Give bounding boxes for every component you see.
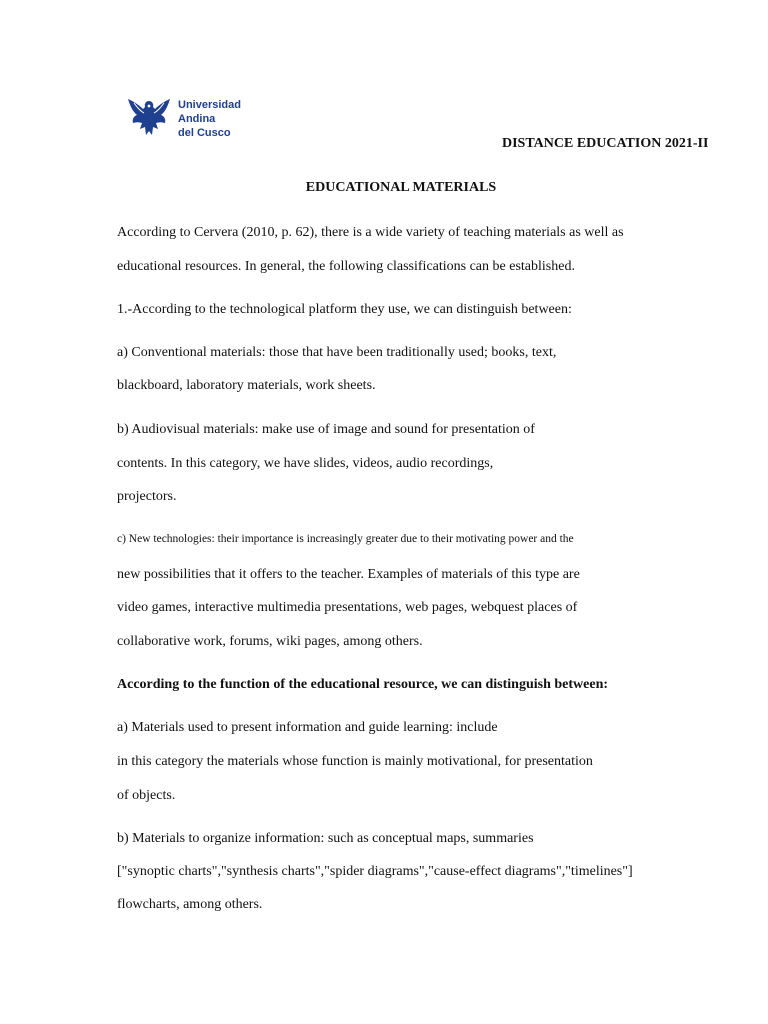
page-title: EDUCATIONAL MATERIALS (305, 180, 497, 195)
text-line: b) Materials to organize information: such as conceptual maps, summaries (117, 831, 534, 846)
logo-line-3: del Cusco (178, 127, 231, 139)
logo-line-2: Andina (178, 113, 216, 125)
text-line: contents. In this category, we have slides, videos, audio recordings, (117, 456, 494, 471)
program-label: DISTANCE EDUCATION 2021-II (502, 136, 709, 151)
text-line: blackboard, laboratory materials, work sheets. (117, 378, 376, 393)
logo-text (178, 98, 241, 140)
text-line: c) New technologies: their importance is increasingly greater due to their motivating power and the (117, 533, 574, 545)
text-line: a) Materials used to present information and guide learning: include (117, 720, 498, 735)
text-line: educational resources. In general, the following classifications can be established. (117, 259, 575, 274)
text-line: new possibilities that it offers to the teacher. Examples of materials of this type are (117, 567, 580, 582)
text-line: b) Audiovisual materials: make use of image and sound for presentation of (117, 422, 535, 437)
text-line: in this category the materials whose function is mainly motivational, for presentation (117, 754, 593, 769)
text-line: collaborative work, forums, wiki pages, among others. (117, 634, 423, 649)
text-line: 1.-According to the technological platform they use, we can distinguish between: (117, 302, 572, 317)
eagle-emblem-icon (124, 93, 174, 143)
text-line: video games, interactive multimedia presentations, web pages, webquest places of (117, 600, 578, 615)
logo-line-1: Universidad (178, 99, 241, 111)
university-logo (124, 93, 244, 143)
text-line: projectors. (117, 489, 177, 504)
section-heading: According to the function of the educational resource, we can distinguish between: (117, 677, 609, 692)
text-line: According to Cervera (2010, p. 62), there is a wide variety of teaching materials as well as (117, 225, 624, 240)
text-line: a) Conventional materials: those that have been traditionally used; books, text, (117, 345, 557, 360)
text-line: flowcharts, among others. (117, 897, 263, 912)
text-line: of objects. (117, 788, 176, 803)
text-line: ["synoptic charts","synthesis charts","spider diagrams","cause-effect diagrams","timelines"] (117, 864, 633, 879)
